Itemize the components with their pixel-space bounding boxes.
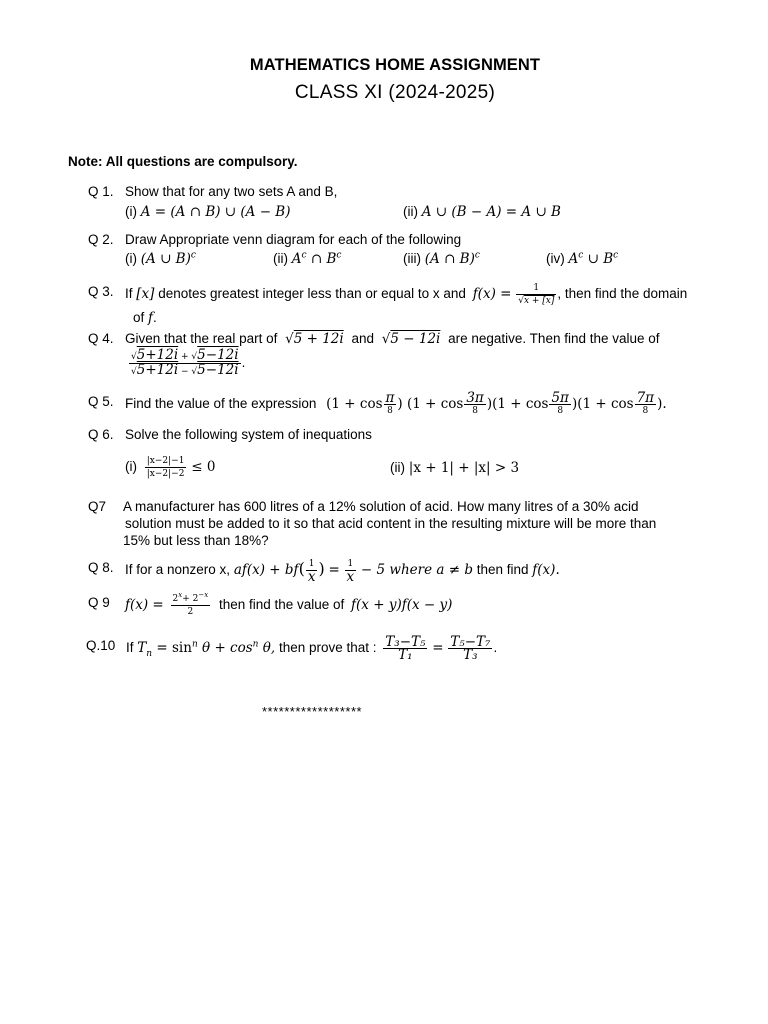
- question-number: Q7: [88, 499, 107, 514]
- question-part: (ii) $A^c$ ∩ $B^c$: [273, 250, 342, 267]
- question-text: If $T_n = \sin^n \theta + \cos^n \theta$, then prove that : $\frac{\text{T₃−T₅}}{\text{T₁}}$ = $\frac{\text{T₅−T₇}}{\text{T₃}}$ .: [126, 634, 498, 663]
- question-text-continued: of f.: [133, 310, 157, 326]
- question-text: Find the value of the expression (1 + cos $\frac{\pi}{8}$ ) (1 + cos $\frac{3\pi}{8}$ )(1 + cos $\frac{5\pi}{8}$ )(1 + cos $\frac{7\pi}{8}$ ).: [125, 390, 667, 416]
- question-part: (i) A = (A ∩ B) ∪ (A − B): [125, 204, 291, 220]
- question-part: (i) (A ∪ B)$^c$: [125, 250, 196, 267]
- question-text: A manufacturer has 600 litres of a 12% solution of acid. How many litres of a 30% acid: [123, 499, 639, 514]
- instruction-note: Note: All questions are compulsory.: [68, 154, 298, 169]
- question-part: (ii) A ∪ (B − A) = A ∪ B: [403, 204, 561, 220]
- question-part: (ii) |x + 1| + |x| > 3: [390, 460, 520, 476]
- question-text: solution must be added to it so that acid content in the resulting mixture will be more than: [125, 516, 657, 531]
- question-number: Q 8.: [88, 560, 114, 575]
- question-number: Q 9: [88, 595, 110, 610]
- question-text: If [x] denotes greatest integer less than or equal to x and f(x) = $\frac{1}{√x + [x]}$ , then find the domain: [125, 283, 688, 306]
- question-part: (iii) (A ∩ B)$^c$: [403, 250, 480, 267]
- question-number: Q.10: [86, 638, 116, 653]
- question-number: Q 2.: [88, 232, 114, 247]
- fraction: $\frac{1}{√x + [x]}$: [518, 283, 555, 306]
- footer-divider-stars: ******************: [262, 704, 363, 719]
- question-number: Q 5.: [88, 394, 114, 409]
- question-text: Solve the following system of inequations: [125, 427, 372, 442]
- question-text: If for a nonzero x, af(x) + bf( $\frac{1}{x}$ ) = $\frac{1}{x}$ − 5 where a ≠ b then find f(x).: [125, 559, 560, 585]
- page-subtitle: CLASS XI (2024-2025): [294, 82, 496, 103]
- question-expression: $\frac{√5+12i + √5-12i}{√5+12i - √5-12i}$ .: [131, 347, 246, 378]
- question-number: Q 4.: [88, 331, 114, 346]
- question-text: f(x) = $\frac{2^x+ 2^{-x}}{2}$ then find the value of f(x + y)f(x − y): [125, 591, 453, 617]
- question-text: Show that for any two sets A and B,: [125, 184, 338, 199]
- question-number: Q 6.: [88, 427, 114, 442]
- question-text: 15% but less than 18%?: [123, 533, 269, 548]
- question-part: (i) $\frac{|x-2|-1}{|x-2|-2}$ ≤ 0: [125, 456, 216, 479]
- fraction: $\frac{√5+12i + √5-12i}{√5+12i - √5-12i}$: [131, 347, 239, 378]
- question-number: Q 1.: [88, 184, 114, 199]
- question-text: Given that the real part of √5 + 12i and √5 − 12i are negative. Then find the value of: [125, 331, 660, 347]
- question-text: Draw Appropriate venn diagram for each of the following: [125, 232, 462, 247]
- question-number: Q 3.: [88, 284, 114, 299]
- page-title: MATHEMATICS HOME ASSIGNMENT: [249, 56, 541, 74]
- question-part: (iv) $A^c$ ∪ $B^c$: [546, 250, 619, 267]
